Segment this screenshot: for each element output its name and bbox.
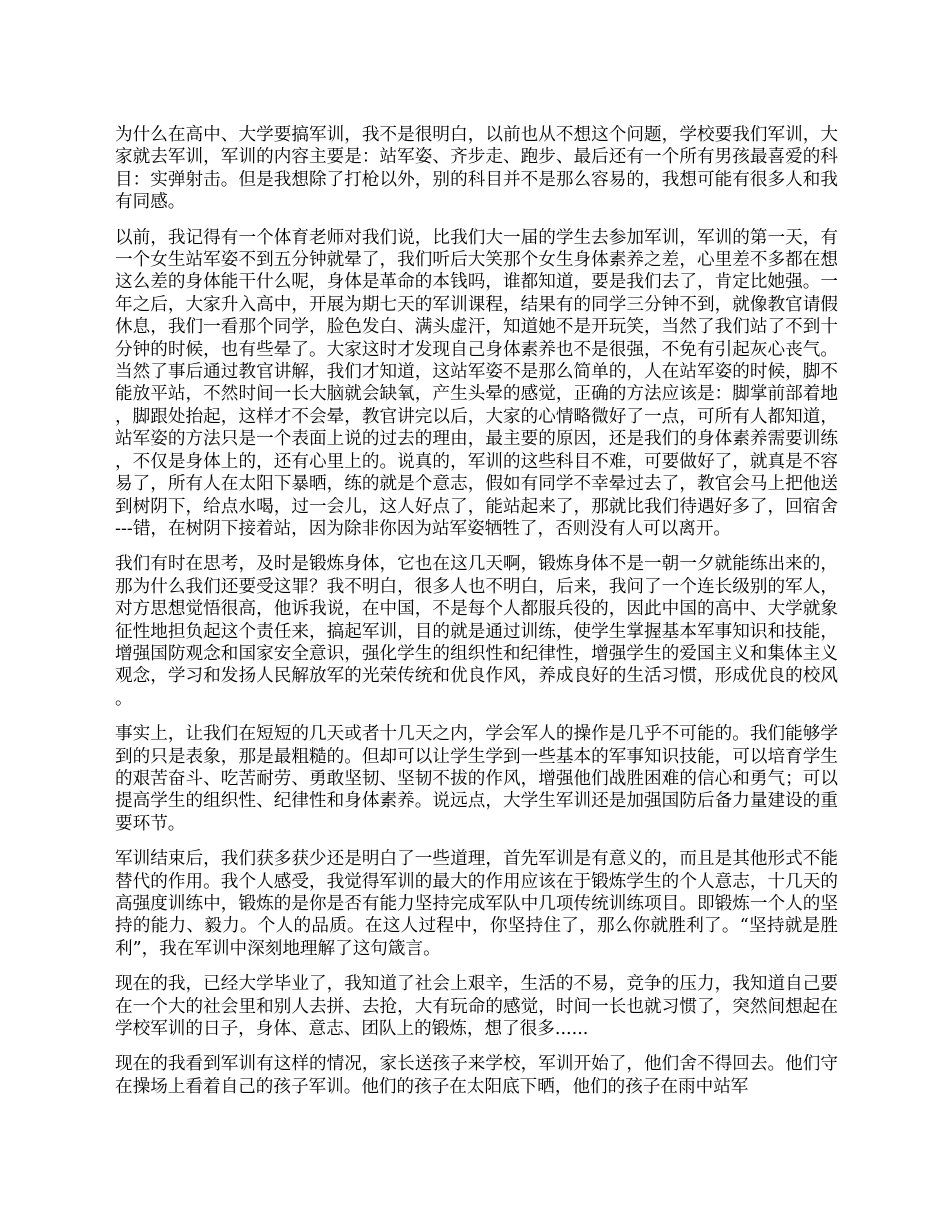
document-body [115, 124, 838, 1111]
paragraph-3: 我们有时在思考，及时是锻炼身体，它也在这几天啊，锻炼身体不是一朝一夕就能练出来的，那为什么我们还要受这罪？我不明白，很多人也不明白，后来，我问了一个连长级别的军人，对方思想觉悟很高，他诉我说，在中国，不是每个人都服兵役的，因此中国的高中、大学就象征性地担负起这个责任来，搞起军训，目的就是通过训练，使学生掌握基本军事知识和技能，增强国防观念和国家安全意识，强化学生的组织性和纪律性，增强学生的爱国主义和集体主义观念，学习和发扬人民解放军的光荣传统和优良作风，养成良好的生活习惯，形成优良的校风。 [115, 554, 838, 709]
paragraph-7: 现在的我看到军训有这样的情况，家长送孩子来学校，军训开始了，他们舍不得回去。他们守在操场上看着自己的孩子军训。他们的孩子在太阳底下晒，他们的孩子在雨中站军 [115, 1054, 838, 1097]
paragraph-5: 军训结束后，我们获多获少还是明白了一些道理，首先军训是有意义的，而且是其他形式不能替代的作用。我个人感受，我觉得军训的最大的作用应该在于锻炼学生的个人意志，十几天的高强度训练中，锻炼的是你是否有能力坚持完成军队中几项传统训练项目。即锻炼一个人的坚持的能力、毅力。个人的品质。在这人过程中，你坚持住了，那么你就胜利了。“坚持就是胜利”，我在军训中深刻地理解了这句箴言。 [115, 849, 838, 959]
paragraph-2: 以前，我记得有一个体育老师对我们说，比我们大一届的学生去参加军训，军训的第一天，有一个女生站军姿不到五分钟就晕了，我们听后大笑那个女生身体素养之差，心里差不多都在想这么差的身体能干什么呢，身体是革命的本钱吗，谁都知道，要是我们去了，肯定比她强。一年之后，大家升入高中，开展为期七天的军训课程，结果有的同学三分钟不到，就像教官请假休息，我们一看那个同学，脸色发白、满头虚汗，知道她不是开玩笑，当然了我们站了不到十分钟的时候，也有些晕了。大家这时才发现自己身体素养也不是很强，不免有引起灰心丧气。当然了事后通过教官讲解，我们才知道，这站军姿不是那么简单的，人在站军姿的时候，脚不能放平站，不然时间一长大脑就会缺氧，产生头晕的感觉，正确的方法应该是：脚掌前部着地，脚跟处抬起，这样才不会晕，教官讲完以后，大家的心情略微好了一点，可所有人都知道，站军姿的方法只是一个表面上说的过去的理由，最主要的原因，还是我们的身体素养需要训练，不仅是身体上的，还有心里上的。说真的，军训的这些科目不难，可要做好了，就真是不容易了，所有人在太阳下暴晒，练的就是个意志，假如有同学不幸晕过去了，教官会马上把他送到树阴下，给点水喝，过一会儿，这人好点了，能站起来了，那就比我们待遇好多了，回宿舍---错，在树阴下接着站，因为除非你因为站军姿牺牲了，否则没有人可以离开。 [115, 227, 838, 539]
paragraph-4: 事实上，让我们在短短的几天或者十几天之内，学会军人的操作是几乎不可能的。我们能够学到的只是表象，那是最粗糙的。但却可以让学生学到一些基本的军事知识技能，可以培育学生的艰苦奋斗、吃苦耐劳、勇敢坚韧、坚韧不拔的作风，增强他们战胜困难的信心和勇气；可以提高学生的组织性、纪律性和身体素养。说远点，大学生军训还是加强国防后备力量建设的重要环节。 [115, 724, 838, 834]
paragraph-1: 为什么在高中、大学要搞军训，我不是很明白，以前也从不想这个问题，学校要我们军训，大家就去军训，军训的内容主要是：站军姿、齐步走、跑步、最后还有一个所有男孩最喜爱的科目：实弹射击。但是我想除了打枪以外，别的科目并不是那么容易的，我想可能有很多人和我有同感。 [115, 125, 838, 213]
paragraph-6: 现在的我，已经大学毕业了，我知道了社会上艰辛，生活的不易，竞争的压力，我知道自己要在一个大的社会里和别人去拼、去抢，大有玩命的感觉，时间一长也就习惯了，突然间想起在学校军训的日子，身体、意志、团队上的锻炼，想了很多...... [115, 974, 838, 1040]
